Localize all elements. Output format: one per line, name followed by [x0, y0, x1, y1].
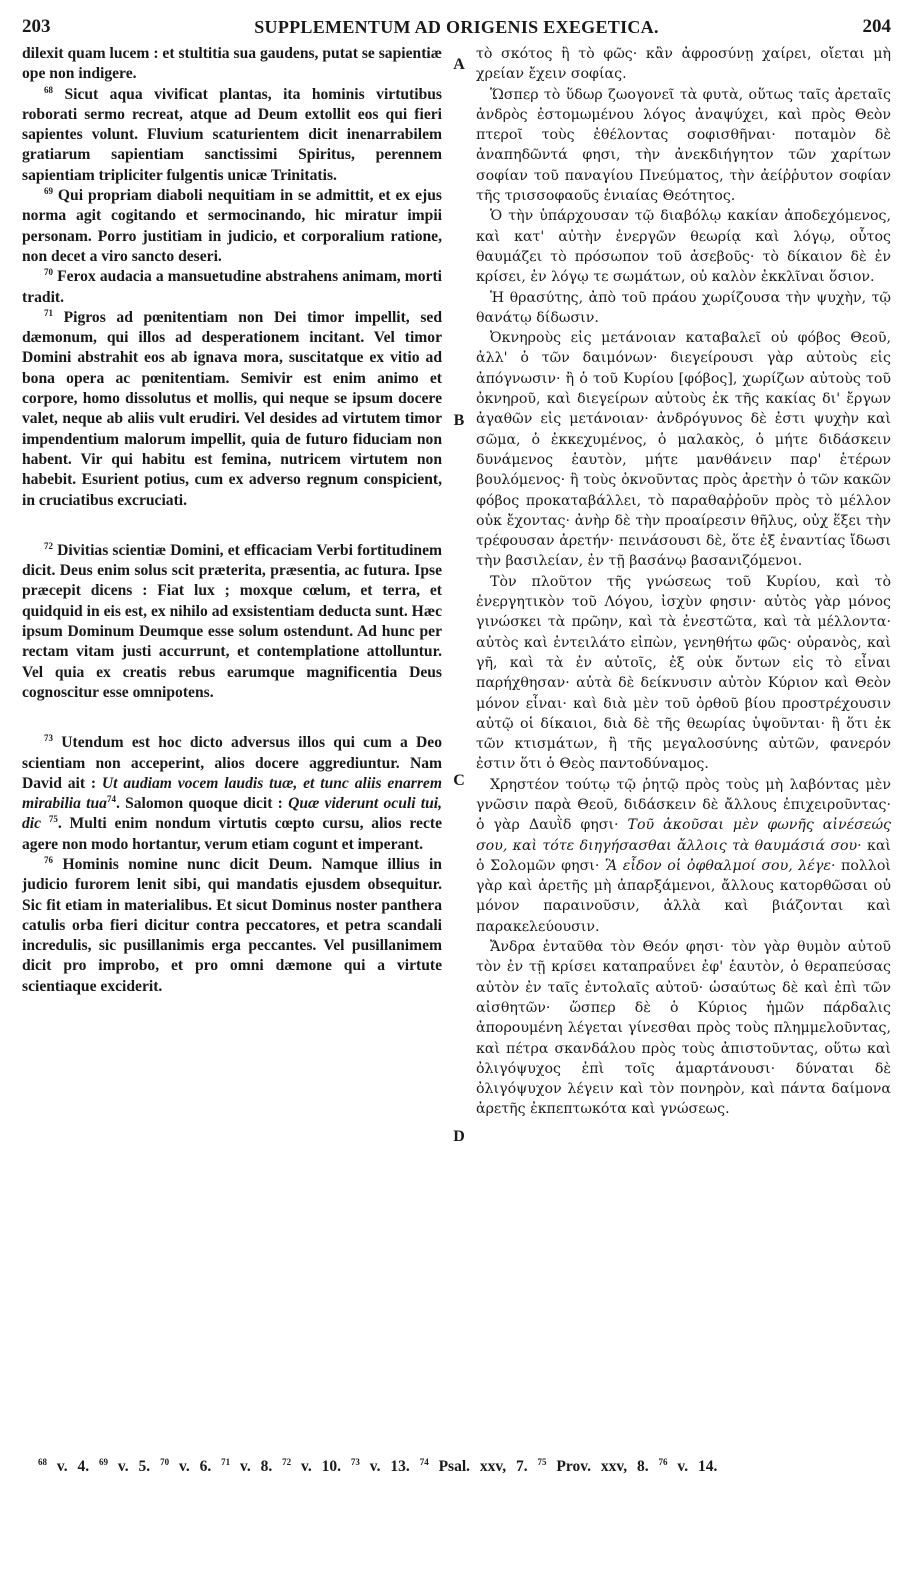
latin-paragraph	[22, 267, 442, 308]
greek-paragraph	[476, 937, 891, 1120]
footnote-number: 75	[537, 1456, 547, 1467]
footnote	[99, 1458, 150, 1475]
greek-text: τὸ σκότος ἢ τὸ φῶς· κἂν ἀφροσύνῃ χαίρει, οἴεται μὴ χρείαν ἔχειν σοφίας.	[476, 46, 891, 83]
section-marker-a: A	[453, 56, 465, 73]
verse-number: 73	[44, 733, 53, 744]
greek-text: καὶ ὁ Σολομῶν φησι·	[476, 837, 891, 874]
latin-text: dilexit quam lucem : et stultitia sua gaudens, putat se sapientiæ ope non indigere.	[22, 45, 442, 83]
greek-paragraph	[476, 328, 891, 572]
greek-text: Ὁ τὴν ὑπάρχουσαν τῷ διαβόλῳ κακίαν ἀποδεχόμενος, καὶ κατ' αὐτὴν ἐνεργῶν θεωρίᾳ καὶ λόγῳ, οὗτος θαυμάζει τὸ πρόσωπον τοῦ ἀσεβοῦς· τὸ δίκαιον δὲ ἐν κρίσει, ἐν λόγῳ τε σωμάτων, οὐ καλὸν ἐκκλῖναι ὅσιον.	[476, 208, 891, 286]
footnote-number: 72	[282, 1456, 292, 1467]
quotation: Ut audiam vocem laudis tuæ, et tunc aliis enarrem mirabilia tua	[22, 774, 442, 813]
verse-number: 76	[44, 854, 53, 865]
greek-text: Χρηστέον τούτῳ τῷ ῥητῷ πρὸς τοὺς μὴ λαβόντας μὲν γνῶσιν παρὰ Θεοῦ, διδάσκειν δὲ ἄλλους ἐπιχειροῦντας· ὁ γὰρ Δαυῒδ φησι·	[476, 776, 891, 834]
latin-text: Qui propriam diaboli nequitiam in se admittit, et ex ejus norma agit cogitando et sermocinando, hic miratur impii personam. Porro justitiam in judicio, et corporalium ratione, non decet a viro sancto deseri.	[22, 187, 442, 265]
quotation: Ἃ εἶδον οἱ ὀφθαλμοί σου, λέγε·	[604, 857, 836, 874]
greek-column	[476, 44, 891, 1120]
footnote-number: 71	[221, 1456, 231, 1467]
verse-number: 70	[44, 267, 53, 278]
section-marker-d: D	[453, 1128, 465, 1145]
latin-paragraph	[22, 186, 442, 267]
footnotes	[38, 1458, 883, 1476]
latin-paragraph	[22, 308, 442, 511]
latin-paragraph	[22, 855, 442, 997]
footnote-number: 76	[658, 1456, 668, 1467]
latin-text: Pigros ad pœnitentiam non Dei timor impellit, sed dæmonum, qui illos ad desperationem incitant. Vel timor Domini abstrahit eos ab ignava mora, suscitatque ex vitio ad bona opera ac pœnitentiam. Semivir est enim animo et corpore, homo dissolutus et mollis, qui neque se ipsum docere valet, neque ab aliis vult erudiri. Vel desides ad virtutem timor impendentium malorum impellit, quia de futuro fiduciam non habent. Vir qui habitu est femina, nutricem virtutem non habebit. Esurient potius, cum ex adverso regnum conspicient, in cruciatibus excruciati.	[22, 308, 442, 509]
quotation: Quæ viderunt oculi tui, dic	[22, 795, 442, 833]
footnote-reference: v. 14.	[677, 1458, 718, 1475]
footnote-number: 73	[350, 1456, 360, 1467]
footnote-reference: v. 8.	[239, 1458, 273, 1475]
footnote-number: 74	[419, 1456, 429, 1467]
verse-number: 69	[44, 185, 53, 196]
latin-text: . Salomon quoque dicit :	[115, 795, 289, 813]
greek-paragraph	[476, 44, 891, 85]
footnote-number: 68	[38, 1456, 47, 1467]
latin-text: Ferox audacia a mansuetudine abstrahens animam, morti tradit.	[22, 268, 443, 306]
quotation: Τοῦ ἀκοῦσαι μὲν φωνῆς αἰνέσεώς σου, καὶ τότε διηγήσασθαι ἄλλοις τὰ θαυμάσιά σου·	[476, 817, 892, 854]
latin-paragraph	[22, 85, 442, 186]
greek-text: Ἄνδρα ἐνταῦθα τὸν Θεόν φησι· τὸν γὰρ θυμὸν αὐτοῦ τὸν ἐν τῇ κρίσει καταπραΰνει ἐφ' ἑαυτὸν, ὁ θεραπεύσας αὐτὸν ἐν ταῖς ἐντολαῖς αὐτοῦ· ὡσαύτως δὲ καὶ ἐπὶ τῶν αἰσθητῶν· ὥσπερ δὲ ὁ Κύριος ἡμῶν πάρδαλις ἀπορουμένη λέγεται γίνεσθαι πρὸς τοὺς πλημμελοῦντας, καὶ πέτρα σκανδάλου πρὸς τοὺς ἀπιστοῦντας, οὕτω καὶ ὀλιγόψυχος ἐπὶ τοῖς ἁμαρτάνουσι· δύναται δὲ ὀλιγόψυχον λέγειν καὶ τὸν πονηρὸν, καὶ πάντα δαίμονα ἀρετῆς ἐκπεπτωκότα καὶ γνώσεως.	[476, 939, 891, 1118]
verse-number: 72	[44, 540, 53, 551]
footnote-number: 70	[160, 1456, 170, 1467]
footnote-ref: 74	[106, 793, 116, 804]
greek-paragraph	[476, 85, 891, 207]
greek-paragraph	[476, 775, 891, 937]
latin-text: Sicut aqua vivificat plantas, ita hominis virtutibus roborati sermo recreat, atque ad Deum extollit eos qui fieri sapientes volunt. Fluvium scaturientem dicit inenarrabilem gratiarum sapientiam sanctissimi Spiritus, perennem sapientiam tripliciter fulgentis unicæ Trinitatis.	[22, 85, 442, 184]
greek-text: Τὸν πλοῦτον τῆς γνώσεως τοῦ Κυρίου, καὶ τὸ ἐνεργητικὸν τοῦ Λόγου, ἰσχὺν φησιν· αὐτὸς γὰρ μόνος γινώσκει τὰ πρῶην, καὶ τὰ ἐνεστῶτα, καὶ τὰ μέλλοντα· αὐτὸς καὶ ἐντειλάτο εἰπὼν, γενηθήτω φῶς· οὐρανὸς, καὶ γῆ, καὶ τὰ ἐν αὐτοῖς, ἐξ οὐκ ὄντων εἰς τὸ εἶναι παρήχθησαν· αὐτὰ δὲ δείκνυσιν αὐτὸν Κύριον καὶ Θεὸν μόνον εἶναι· καὶ διὰ μὲν τοῦ ὀρθοῦ βίου προστρέχουσιν αὐτῷ οἱ δίκαιοι, διὰ δὲ τῆς θεωρίας ὑψοῦνται· ἢ ὅτι ἐκ τῶν κτισμάτων, ἢ τῆς μεγαλοσύνης αὐτῶν, φανερόν ἐστιν ὅτι ὁ Θεὸς παντοδύναμος.	[476, 573, 891, 773]
footnote-reference: v. 6.	[178, 1458, 212, 1475]
latin-paragraph	[22, 733, 442, 855]
greek-text: Ὥσπερ τὸ ὕδωρ ζωογονεῖ τὰ φυτὰ, οὕτως ταῖς ἀρεταῖς ἀνδρὸς ἐστομωμένου λόγος ἀναψύχει, καὶ πρὸς Θεὸν πτεροῖ τοὺς ἐθέλοντας σοφισθῆναι· ποταμὸν δὲ ἀναπηδῶντά φησι, τὴν ἀνεκδιήγητον τῶν χαρίτων σοφίαν τοῦ παναγίου Πνεύματος, τὴν ἀείῤῥυτον σοφίαν τῆς τρισσοφαοῦς ἑνιαίας Θεότητος.	[476, 86, 891, 205]
greek-paragraph	[476, 288, 891, 329]
footnote-reference: v. 4.	[56, 1458, 90, 1475]
left-page-number: 203	[22, 16, 51, 37]
running-title: SUPPLEMENTUM AD ORIGENIS EXEGETICA.	[254, 16, 659, 37]
greek-paragraph	[476, 572, 891, 775]
latin-text: Hominis nomine nunc dicit Deum. Namque illius in judicio furorem lenit sibi, qui mandatis ejusdem obsequitur. Sic fit etiam in materialibus. Et sicut Dominus noster panthera catulis orba fieri dicitur contra peccatores, et petra scandali incredulis, sic pusillanimis erga peccantes. Vel pusillanimem dicit pro improbo, et pro omni dæmone qui a virtute scientiaque exciderit.	[22, 855, 442, 995]
greek-text: Ὀκνηροὺς εἰς μετάνοιαν καταβαλεῖ οὐ φόβος Θεοῦ, ἀλλ' ὁ τῶν δαιμόνων· διεγείρουσι γὰρ αὐτοὺς εἰς ἀπόγνωσιν· ἢ ὁ τοῦ Κυρίου [φόβος], χωρίζων αὐτοὺς τοῦ ὀκνηροῦ, καὶ διεγείρων αὐτοὺς ἐκ τῆς κακίας δι' ἔργων ἀγαθῶν εἰς μετάνοιαν· ἀνδρόγυνος δὲ ἐστι ψυχὴν καὶ σῶμα, ὁ ἐκκεχυμένος, ὁ μαλακὸς, ὁ μήτε διδάσκειν δυνάμενος ἑαυτὸν, μήτε μανθάνειν παρ' ἑτέρων βουλόμενος· ἢ τοὺς ὀκνοῦντας πρὸς ἀρετὴν ὁ τῶν κακῶν φόβος προκαταβάλλει, τὸ παραθαῤῥοῦν πρὸς τὸ μέλλον οὐκ ἔχοντας· ἀνὴρ δὲ τὴν προαίρεσιν θῆλυς, οὐχ ἕξει τὴν τρέφουσαν ἀρετήν· πεινάσουσι δὲ, ὅτε ἐξ ἐναντίας ἴδωσι τὴν βασιλείαν, ἐν τῇ βασάνῳ βασανιζόμενοι.	[476, 330, 891, 570]
footnote-number: 69	[99, 1456, 109, 1467]
latin-column	[22, 44, 442, 997]
latin-paragraph	[22, 44, 442, 85]
greek-text: πολλοὶ γὰρ καὶ ἀρετῆς μὴ ἀπαρξάμενοι, ἄλλους κατορθῶσαι οὐ μόνον παραινοῦσιν, ἀλλὰ καὶ βιάζονται καὶ παρακελεύουσιν.	[476, 857, 891, 935]
latin-text: . Multi enim nondum virtutis cœpto cursu, alios recte agere non modo hortantur, verum etiam cogunt et imperant.	[22, 815, 442, 853]
footnote	[351, 1458, 410, 1475]
greek-paragraph	[476, 206, 891, 287]
footnote-reference: v. 13.	[369, 1458, 410, 1475]
section-marker-c: C	[453, 772, 465, 789]
footnote	[38, 1458, 89, 1475]
footnote	[420, 1458, 528, 1475]
latin-text	[41, 815, 49, 832]
footnote	[221, 1458, 272, 1475]
latin-paragraph	[22, 541, 442, 703]
verse-number: 71	[44, 307, 53, 318]
footnote	[659, 1458, 718, 1475]
footnote-reference: Prov. xxv, 8.	[556, 1458, 649, 1475]
right-page-number: 204	[862, 16, 891, 37]
footnote-reference: v. 10.	[301, 1458, 342, 1475]
footnote-ref: 75	[48, 814, 58, 825]
footnote-reference: Psal. xxv, 7.	[438, 1458, 528, 1475]
latin-text: Utendum est hoc dicto adversus illos qui cum a Deo scientiam non acceperint, alios docere aggrediuntur. Nam David ait :	[22, 734, 442, 792]
footnote	[282, 1458, 341, 1475]
footnote	[538, 1458, 649, 1475]
latin-text: Divitias scientiæ Domini, et efficaciam Verbi fortitudinem dicit. Deus enim solus scit præterita, præsentia, ac futura. Ipse præcepit dicens : Fiat lux ; moxque cœlum, et terra, et quidquid in eis est, ex nihilo ad exsistentiam deducta sunt. Hæc ipsum Dominum Deumque esse solum ostendunt. Ad hunc per rectam vitam justi accurrunt, et contemplatione attolluntur. Vel quia ex creatis rebus earumque magnificentia Deus cognoscitur esse omnipotens.	[22, 541, 442, 701]
greek-text: Ἡ θρασύτης, ἀπὸ τοῦ πράου χωρίζουσα τὴν ψυχὴν, τῷ θανάτῳ δίδωσιν.	[476, 289, 891, 326]
section-marker-b: B	[453, 412, 465, 429]
footnote	[160, 1458, 211, 1475]
verse-number: 68	[44, 84, 53, 95]
footnote-reference: v. 5.	[117, 1458, 151, 1475]
page-header	[22, 14, 891, 40]
